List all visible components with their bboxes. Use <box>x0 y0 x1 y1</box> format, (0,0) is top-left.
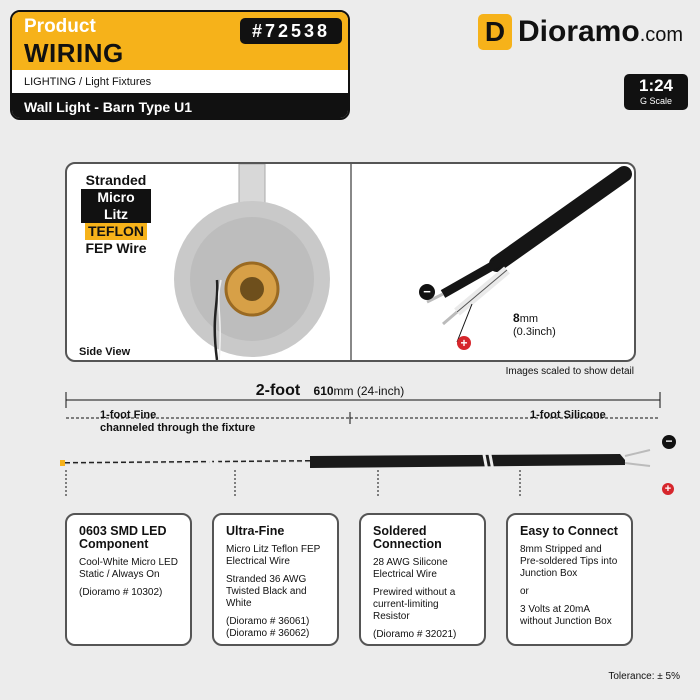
info-box-text: 3 Volts at 20mA without Junction Box <box>520 604 612 627</box>
info-box-title: 0603 SMD LED Component <box>79 524 167 551</box>
scaled-note: Images scaled to show detail <box>505 366 634 377</box>
brand-domain-suffix: .com <box>639 24 684 46</box>
negative-terminal-icon: − <box>419 284 435 300</box>
info-box-connect <box>506 513 633 646</box>
total-length-inch: (24-inch) <box>356 384 405 398</box>
info-box-connection <box>359 513 486 646</box>
info-box-text: Prewired without a current-limiting Resistor <box>373 587 456 622</box>
info-box-text: 8mm Stripped and Pre-soldered Tips into Junction Box <box>520 544 618 579</box>
info-box-title: Soldered Connection <box>373 524 442 551</box>
positive-lead-icon: + <box>662 483 674 495</box>
info-box-text: (Dioramo # 10302) <box>79 587 163 598</box>
strip-length-inch: (0.3inch) <box>513 326 556 338</box>
wire-type-label <box>81 172 151 257</box>
wire-diagram <box>0 390 700 500</box>
panel-divider <box>350 164 352 360</box>
fine-segment-desc: channeled through the fixture <box>100 422 256 434</box>
total-length-feet: 2-foot <box>255 382 301 399</box>
brand-name-text: Dioramo <box>518 15 640 48</box>
fine-segment-title: 1-foot Fine <box>100 409 157 421</box>
info-box-text: 28 AWG Silicone Electrical Wire <box>373 557 448 580</box>
info-box-led <box>65 513 192 646</box>
side-view-caption: Side View <box>79 346 131 358</box>
product-name: Wall Light - Barn Type U1 <box>12 93 348 120</box>
info-box-text: Cool-White Micro LED Static / Always On <box>79 557 178 580</box>
info-box-text: Micro Litz Teflon FEP Electrical Wire <box>226 544 321 567</box>
negative-lead-icon: − <box>662 435 676 449</box>
tolerance-note: Tolerance: ± 5% <box>608 671 680 682</box>
info-box-text: Stranded 36 AWG Twisted Black and White <box>226 574 307 609</box>
strip-length-value: 8 <box>513 311 520 325</box>
scale-label: G Scale <box>639 96 672 106</box>
product-header <box>10 10 350 120</box>
info-box-text: or <box>520 586 529 597</box>
total-length-mm-unit: mm <box>333 384 354 398</box>
led-chip <box>60 460 65 466</box>
product-code-badge: #72538 <box>240 18 342 44</box>
strip-length-unit: mm <box>519 313 539 325</box>
brand-logo-icon: D <box>478 14 512 50</box>
scale-badge <box>624 74 688 110</box>
silicone-segment-label: 1-foot Silicone <box>530 409 606 421</box>
header-product-label: Product <box>24 16 96 37</box>
header-category-title: WIRING <box>24 38 124 68</box>
info-box-text: (Dioramo # 32021) <box>373 629 457 640</box>
wire-label-stranded: Stranded <box>85 172 147 188</box>
strip-length-label <box>513 312 556 339</box>
scale-value: 1:24 <box>638 76 674 95</box>
info-box-title: Easy to Connect <box>520 524 618 538</box>
info-box-text: (Dioramo # 36061) (Dioramo # 36062) <box>226 616 310 639</box>
breadcrumb: LIGHTING / Light Fixtures <box>24 76 152 88</box>
wire-label-microlitz: Micro Litz <box>81 189 151 223</box>
info-box-wire <box>212 513 339 646</box>
info-box-title: Ultra-Fine <box>226 524 285 538</box>
wire-label-fep: FEP Wire <box>85 240 147 256</box>
wire-label-teflon: TEFLON <box>85 223 147 240</box>
brand-name[interactable] <box>518 14 683 53</box>
silicone-wire <box>310 454 625 468</box>
positive-terminal-icon: + <box>457 336 471 350</box>
total-length-mm: 610 <box>313 384 334 398</box>
photo-panel <box>65 162 636 362</box>
fixture-photo <box>174 164 330 360</box>
fine-segment-label <box>100 409 255 435</box>
